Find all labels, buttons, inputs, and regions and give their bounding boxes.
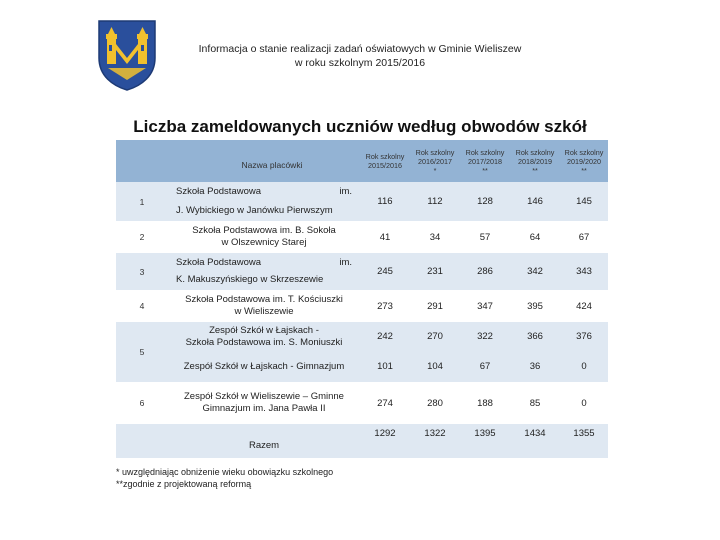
value-cell: 41: [379, 231, 391, 243]
school-name-part-a: Szkoła Podstawowa: [176, 257, 262, 268]
value-cell: 322: [460, 322, 510, 351]
year-mark: **: [581, 165, 587, 175]
year-range: 2018/2019: [518, 156, 552, 166]
year-label: Rok szkolny: [465, 147, 505, 157]
value-cell: 67: [578, 231, 590, 243]
year-header-2018: [510, 140, 560, 182]
value-cell: 34: [429, 231, 441, 243]
year-mark: *: [433, 165, 437, 175]
school-name-im: im.: [339, 257, 352, 268]
value-cell: 376: [560, 322, 608, 351]
total-label: Razem: [168, 424, 360, 458]
value-cell: 67: [460, 351, 510, 382]
total-value: 1355: [560, 424, 608, 458]
year-range: 2017/2018: [468, 156, 502, 166]
school-name-part-a: Szkoła Podstawowa: [176, 186, 262, 197]
footnote-2: **zgodnie z projektowaną reformą: [116, 479, 252, 489]
row-number: 1: [116, 182, 168, 221]
value-cell: 0: [581, 397, 587, 409]
school-name: [168, 290, 360, 322]
school-name: Zespół Szkół w Łajskach - Gimnazjum: [168, 351, 360, 382]
year-range: 2015/2016: [368, 161, 402, 170]
year-label: Rok szkolny: [415, 147, 455, 157]
footnotes: [116, 466, 333, 490]
value-cell: 424: [576, 300, 592, 312]
value-cell: 280: [427, 397, 443, 409]
header-line-2: w roku szkolnym 2015/2016: [294, 57, 426, 69]
row-number: 4: [139, 301, 145, 311]
value-cell: 188: [477, 397, 493, 409]
header-line-1: Informacja o stanie realizacji zadań oświatowych w Gminie Wieliszew: [198, 43, 522, 55]
value-cell: 366: [510, 322, 560, 351]
coat-of-arms-logo: [96, 18, 158, 92]
year-label: Rok szkolny: [365, 152, 405, 161]
enrollment-table: [116, 140, 608, 460]
school-name-part-b: w Olszewnicy Starej: [221, 237, 307, 248]
row-number: 2: [139, 232, 145, 242]
value-cell: 395: [527, 300, 543, 312]
row-number: 5: [116, 322, 168, 382]
school-name-line-1: [176, 186, 352, 198]
value-cell: 85: [529, 397, 541, 409]
year-range: 2016/2017: [418, 156, 452, 166]
school-name: [168, 253, 360, 290]
value-cell: 274: [377, 397, 393, 409]
year-mark: **: [482, 165, 488, 175]
total-value: 1395: [460, 424, 510, 458]
value-cell: 347: [477, 300, 493, 312]
value-cell: 270: [410, 322, 460, 351]
school-name-part-b: K. Makuszyńskiego w Skrzeszewie: [176, 274, 324, 285]
total-value: 1322: [410, 424, 460, 458]
value-cell: 112: [410, 182, 460, 221]
value-cell: 291: [427, 300, 443, 312]
school-name: [168, 382, 360, 424]
value-cell: 0: [560, 351, 608, 382]
value-cell: 231: [410, 253, 460, 290]
row-number: 3: [116, 253, 168, 290]
year-label: Rok szkolny: [564, 147, 604, 157]
value-cell: 101: [360, 351, 410, 382]
coat-of-arms-icon: [96, 18, 158, 92]
value-cell: 145: [560, 182, 608, 221]
value-cell: 57: [479, 231, 491, 243]
total-value: 1292: [360, 424, 410, 458]
school-name: [168, 182, 360, 221]
document-header: [150, 42, 570, 70]
value-cell: 64: [529, 231, 541, 243]
year-header-2017: [460, 140, 510, 182]
school-name-part-b: Gimnazjum im. Jana Pawła II: [202, 403, 326, 414]
year-header-2015: [360, 140, 410, 182]
footnote-1: * uwzględniając obniżenie wieku obowiązku szkolnego: [116, 467, 334, 477]
school-name-part-a: Zespół Szkół w Wieliszewie – Gminne: [184, 391, 344, 402]
year-header-2019: [560, 140, 608, 182]
value-cell: 342: [510, 253, 560, 290]
school-name-part-a: Szkoła Podstawowa im. T. Kościuszki: [185, 294, 343, 305]
year-label: Rok szkolny: [515, 147, 555, 157]
school-name-part-a: Zespół Szkół w Łajskach -: [209, 324, 319, 336]
value-cell: 146: [510, 182, 560, 221]
year-header-2016: [410, 140, 460, 182]
total-lp-cell: [116, 424, 168, 458]
year-mark: **: [532, 165, 538, 175]
school-name-part-b: w Wieliszewie: [234, 306, 294, 317]
school-name-part-b: J. Wybickiego w Janówku Pierwszym: [176, 205, 333, 216]
year-range: 2019/2020: [567, 156, 601, 166]
value-cell: 245: [360, 253, 410, 290]
value-cell: 116: [360, 182, 410, 221]
value-cell: 36: [510, 351, 560, 382]
row-number: 6: [139, 398, 145, 408]
value-cell: 286: [460, 253, 510, 290]
total-value: 1434: [510, 424, 560, 458]
school-name: [168, 221, 360, 253]
school-name-part-b: Szkoła Podstawowa im. S. Moniuszki: [185, 336, 343, 348]
value-cell: 128: [460, 182, 510, 221]
school-name: [168, 322, 360, 351]
page-title: Liczba zameldowanych uczniów według obwodów szkół: [133, 117, 587, 136]
name-header: Nazwa placówki: [168, 140, 376, 182]
school-name-im: im.: [339, 186, 352, 197]
value-cell: 343: [560, 253, 608, 290]
school-name-line-1: [176, 257, 352, 269]
value-cell: 242: [360, 322, 410, 351]
value-cell: 104: [410, 351, 460, 382]
lp-header-cell: [116, 140, 168, 182]
school-name-part-a: Szkoła Podstawowa im. B. Sokoła: [192, 225, 336, 236]
value-cell: 273: [377, 300, 393, 312]
